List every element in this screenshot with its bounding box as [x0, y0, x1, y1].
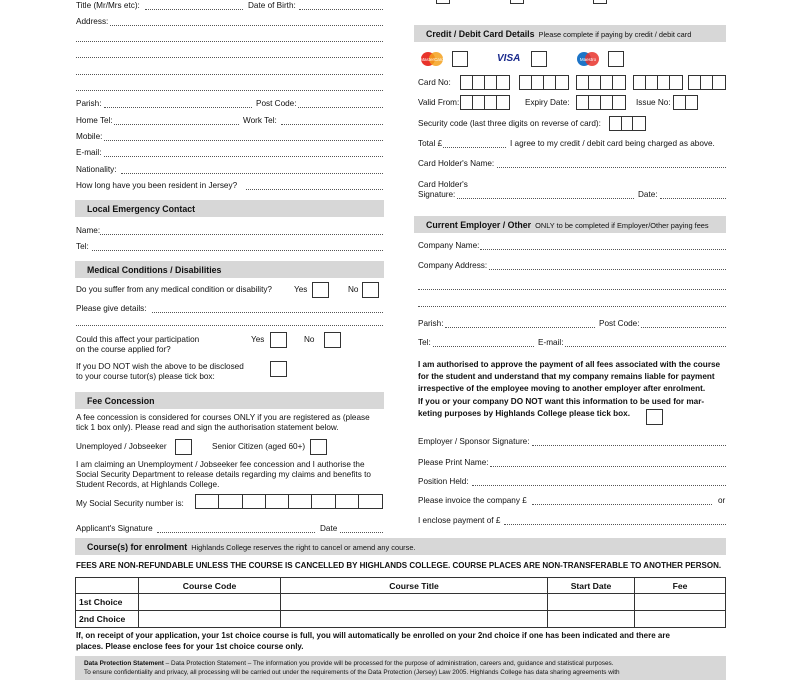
auth-line5: keting purposes by Highlands College please tick box.: [418, 409, 631, 418]
worktel-label: Work Tel:: [243, 116, 277, 125]
address-label: Address:: [76, 17, 109, 26]
affect-yes-label: Yes: [251, 335, 265, 344]
second-course-title-cell[interactable]: [281, 611, 548, 628]
valid-from-label: Valid From:: [418, 98, 460, 107]
mastercard-checkbox[interactable]: [452, 51, 468, 67]
first-course-title-cell[interactable]: [281, 594, 548, 611]
holder-name-field[interactable]: [497, 167, 726, 168]
enclose-label: I enclose payment of £: [418, 516, 501, 525]
employer-tel-label: Tel:: [418, 338, 431, 347]
visa-checkbox[interactable]: [531, 51, 547, 67]
employer-email-label: E-mail:: [538, 338, 564, 347]
data-protection-line2: To ensure confidentiality and privacy, all processing will be carried out under the requirements of the Data Protection (Jersey) Law 2005. Highlands College has data sharing agreements with: [84, 669, 620, 676]
company-name-label: Company Name:: [418, 241, 480, 250]
holder-sig-label-2: Signature:: [418, 190, 456, 199]
holder-date-field[interactable]: [660, 198, 726, 199]
data-protection-box: [75, 656, 726, 680]
worktel-field[interactable]: [281, 124, 383, 125]
sponsor-sig-field[interactable]: [532, 445, 726, 446]
col-header-blank: [76, 578, 139, 594]
employer-postcode-label: Post Code:: [599, 319, 640, 328]
second-start-date-cell[interactable]: [548, 611, 635, 628]
emergency-header: Local Emergency Contact: [75, 200, 384, 217]
col-header-start-date: Start Date: [548, 578, 635, 594]
dob-field[interactable]: [299, 9, 383, 10]
security-field[interactable]: [609, 116, 646, 131]
top-box: [593, 0, 607, 4]
disclose-checkbox[interactable]: [270, 361, 287, 377]
emergency-tel-label: Tel:: [76, 242, 89, 251]
ssn-label: My Social Security number is:: [76, 499, 184, 508]
company-name-field[interactable]: [480, 249, 726, 250]
first-start-date-cell[interactable]: [548, 594, 635, 611]
postcode-field[interactable]: [298, 107, 383, 108]
employer-email-field[interactable]: [565, 346, 726, 347]
applicant-date-field[interactable]: [340, 532, 383, 533]
holder-name-label: Card Holder's Name:: [418, 159, 495, 168]
emergency-tel-field[interactable]: [92, 250, 383, 251]
course-table: [75, 577, 726, 628]
marketing-optout-checkbox[interactable]: [646, 409, 663, 425]
card-no-group-1[interactable]: [460, 75, 510, 90]
position-label: Position Held:: [418, 477, 469, 486]
applicant-signature-label: Applicant's Signature: [76, 524, 153, 533]
table-row: [76, 611, 726, 628]
emergency-name-label: Name:: [76, 226, 101, 235]
print-name-label: Please Print Name:: [418, 458, 489, 467]
enrolment-note-line2: places. Please enclose fees for your 1st choice course only.: [76, 642, 304, 651]
fee-concession-header: Fee Concession: [75, 392, 384, 409]
col-header-course-code: Course Code: [139, 578, 281, 594]
dob-label: Date of Birth:: [248, 1, 296, 10]
total-agree-text: I agree to my credit / debit card being charged as above.: [510, 139, 715, 148]
concession-para2-line1: I am claiming an Unemployment / Jobseeker fee concession and I authorise the: [76, 460, 365, 469]
details-line[interactable]: [76, 325, 383, 326]
first-course-code-cell[interactable]: [139, 594, 281, 611]
address-field[interactable]: [110, 25, 383, 26]
applicant-date-label: Date: [320, 524, 338, 533]
parish-label: Parish:: [76, 99, 102, 108]
invoice-or: or: [718, 496, 726, 505]
total-label: Total £: [418, 139, 443, 148]
second-course-code-cell[interactable]: [139, 611, 281, 628]
employer-postcode-field[interactable]: [641, 327, 726, 328]
emergency-name-field[interactable]: [100, 234, 383, 235]
resident-label: How long have you been resident in Jersey?: [76, 181, 238, 190]
nationality-field[interactable]: [121, 173, 383, 174]
affect-line2: on the course applied for?: [76, 345, 171, 354]
card-no-group-2[interactable]: [519, 75, 569, 90]
holder-date-label: Date:: [638, 190, 658, 199]
card-header: Credit / Debit Card Details Please complete if paying by credit / debit card: [414, 25, 726, 42]
visa-icon: VISA: [497, 53, 521, 64]
maestro-checkbox[interactable]: [608, 51, 624, 67]
medical-no-checkbox[interactable]: [362, 282, 379, 298]
top-box: [510, 0, 524, 4]
hometel-field[interactable]: [114, 124, 239, 125]
employer-header: Current Employer / Other ONLY to be completed if Employer/Other paying fees: [414, 216, 726, 233]
enrolment-note-line1: If, on receipt of your application, your 1st choice course is full, you will automatically be enrolled on your 2nd choice if one has been indicated and there are: [76, 631, 670, 640]
medical-header: Medical Conditions / Disabilities: [75, 261, 384, 278]
address-line[interactable]: [76, 57, 383, 58]
card-no-group-4[interactable]: [633, 75, 683, 90]
company-address-label: Company Address:: [418, 261, 488, 270]
title-label: Title (Mr/Mrs etc):: [76, 1, 140, 10]
position-field[interactable]: [472, 485, 726, 486]
parish-field[interactable]: [104, 107, 252, 108]
affect-yes-checkbox[interactable]: [270, 332, 287, 348]
affect-line1: Could this affect your participation: [76, 335, 200, 344]
enrolment-header: Course(s) for enrolment Highlands College reserves the right to cancel or amend any course.: [75, 538, 726, 555]
ssn-field[interactable]: [195, 494, 383, 509]
row-label-first-choice: 1st Choice: [76, 594, 139, 611]
fees-notice: FEES ARE NON-REFUNDABLE UNLESS THE COURSE IS CANCELLED BY HIGHLANDS COLLEGE. COURSE PLACES ARE NON-TRANSFERABLE TO ANOTHER PERSON.: [76, 561, 722, 570]
unemployed-label: Unemployed / Jobseeker: [76, 442, 167, 451]
employer-parish-label: Parish:: [418, 319, 444, 328]
company-address-line[interactable]: [418, 289, 726, 290]
invoice-field[interactable]: [532, 504, 712, 505]
address-line[interactable]: [76, 41, 383, 42]
issue-label: Issue No:: [636, 98, 671, 107]
row-label-second-choice: 2nd Choice: [76, 611, 139, 628]
invoice-label: Please invoice the company £: [418, 496, 527, 505]
course-table-header-row: [76, 578, 726, 594]
concession-para2-line3: Student Records, at Highlands College.: [76, 480, 220, 489]
table-row: [76, 594, 726, 611]
postcode-label: Post Code:: [256, 99, 297, 108]
company-address-line[interactable]: [418, 306, 726, 307]
senior-checkbox[interactable]: [310, 439, 327, 455]
auth-line4: If you or your company DO NOT want this information to be used for mar-: [418, 397, 705, 406]
details-label: Please give details:: [76, 304, 147, 313]
applicant-signature-field[interactable]: [157, 532, 315, 533]
enclose-field[interactable]: [504, 524, 726, 525]
issue-field[interactable]: [673, 95, 698, 110]
card-no-label: Card No:: [418, 78, 451, 87]
concession-para2-line2: Social Security Department to release details regarding my claims and benefits to: [76, 470, 371, 479]
mobile-field[interactable]: [104, 140, 383, 141]
employer-tel-field[interactable]: [433, 346, 534, 347]
auth-line3: irrespective of the employee moving to another employer after enrolment.: [418, 384, 706, 393]
concession-para1-line2: tick 1 box only). Please read and sign the authorisation statement below.: [76, 423, 339, 432]
second-fee-cell[interactable]: [635, 611, 726, 628]
total-field[interactable]: [443, 147, 506, 148]
expiry-label: Expiry Date:: [525, 98, 570, 107]
medical-yes-label: Yes: [294, 285, 308, 294]
card-no-group-5[interactable]: [688, 75, 726, 90]
print-name-field[interactable]: [490, 466, 726, 467]
disclose-line1: If you DO NOT wish the above to be disclosed: [76, 362, 244, 371]
expiry-field[interactable]: [576, 95, 626, 110]
mastercard-icon: [418, 51, 446, 67]
mobile-label: Mobile:: [76, 132, 103, 141]
valid-from-field[interactable]: [460, 95, 510, 110]
senior-label: Senior Citizen (aged 60+): [212, 442, 306, 451]
maestro-icon: [574, 51, 602, 67]
first-fee-cell[interactable]: [635, 594, 726, 611]
col-header-fee: Fee: [635, 578, 726, 594]
email-label: E-mail:: [76, 148, 102, 157]
medical-question: Do you suffer from any medical condition or disability?: [76, 285, 272, 294]
resident-field[interactable]: [246, 189, 383, 190]
svg-text:Maestro: Maestro: [579, 57, 597, 62]
nationality-label: Nationality:: [76, 165, 117, 174]
auth-line2: for the student and understand that my company remains liable for payment: [418, 372, 715, 381]
affect-no-label: No: [304, 335, 315, 344]
title-field[interactable]: [145, 9, 243, 10]
concession-para1-line1: A fee concession is considered for courses ONLY if you are registered as (please: [76, 413, 370, 422]
medical-no-label: No: [348, 285, 359, 294]
address-line[interactable]: [76, 90, 383, 91]
auth-line1: I am authorised to approve the payment of all fees associated with the course: [418, 360, 721, 369]
affect-no-checkbox[interactable]: [324, 332, 341, 348]
data-protection-line1: Data Protection Statement – Data Protection Statement – The information you provide will be processed for the purpose of administration, careers and, guidance and statistical purposes.: [84, 660, 614, 667]
unemployed-checkbox[interactable]: [175, 439, 192, 455]
security-label: Security code (last three digits on reverse of card):: [418, 119, 601, 128]
medical-yes-checkbox[interactable]: [312, 282, 329, 298]
holder-sig-label-1: Card Holder's: [418, 180, 468, 189]
company-address-field[interactable]: [489, 269, 726, 270]
disclose-line2: to your course tutor(s) please tick box:: [76, 372, 215, 381]
top-box: [436, 0, 450, 4]
svg-text:MasterCard: MasterCard: [420, 57, 444, 62]
holder-sig-field[interactable]: [457, 198, 634, 199]
email-field[interactable]: [104, 156, 383, 157]
employer-parish-field[interactable]: [445, 327, 595, 328]
col-header-course-title: Course Title: [281, 578, 548, 594]
address-line[interactable]: [76, 74, 383, 75]
card-no-group-3[interactable]: [576, 75, 626, 90]
details-field[interactable]: [152, 312, 383, 313]
sponsor-sig-label: Employer / Sponsor Signature:: [418, 437, 530, 446]
hometel-label: Home Tel:: [76, 116, 113, 125]
